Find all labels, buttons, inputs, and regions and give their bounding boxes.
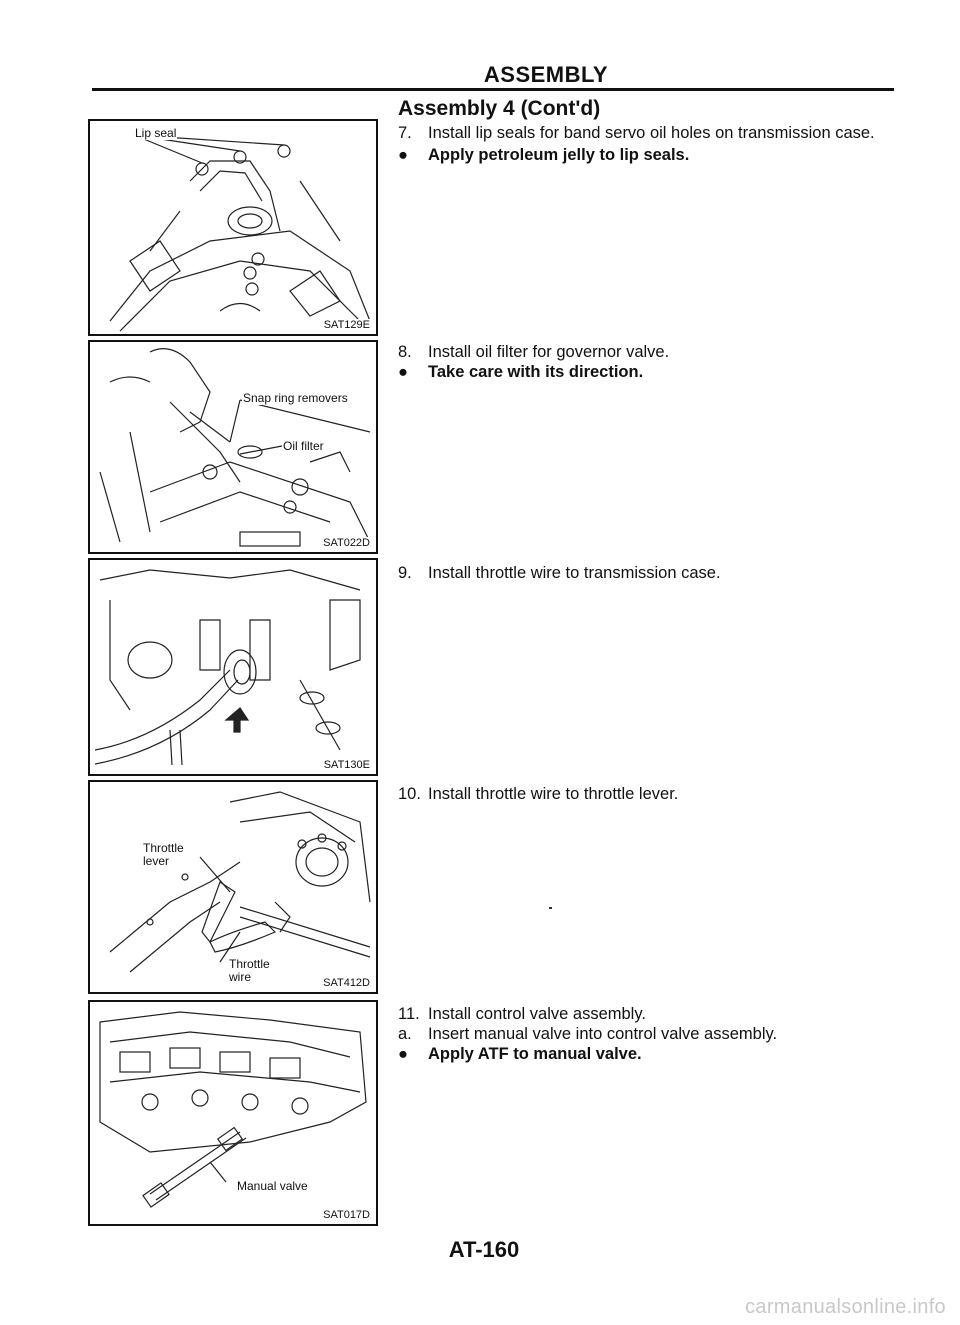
watermark: carmanualsonline.info bbox=[745, 1296, 946, 1318]
step-7 bbox=[398, 123, 918, 165]
page-number: AT-160 bbox=[448, 1237, 520, 1262]
step-10 bbox=[398, 784, 918, 804]
step-note: Apply ATF to manual valve. bbox=[428, 1045, 642, 1063]
figure-throttle-wire-case bbox=[88, 558, 378, 776]
figure-throttle-lever bbox=[88, 780, 378, 994]
step-number: 10. bbox=[398, 785, 421, 803]
step-text: Install control valve assembly. bbox=[428, 1005, 646, 1023]
step-text: Install throttle wire to transmission case. bbox=[428, 564, 721, 582]
bullet-icon: ● bbox=[398, 1045, 408, 1063]
step-9 bbox=[398, 563, 918, 583]
step-11 bbox=[398, 1004, 918, 1064]
throttle-wire-label: Throttle wire bbox=[228, 958, 274, 984]
step-text: Install throttle wire to throttle lever. bbox=[428, 785, 679, 803]
step-note: Apply petroleum jelly to lip seals. bbox=[428, 146, 690, 164]
step-text: Install lip seals for band servo oil holes on transmission case. bbox=[428, 124, 875, 142]
figure-code: SAT129E bbox=[323, 319, 370, 331]
figure-oil-filter bbox=[88, 340, 378, 554]
bullet-icon: ● bbox=[398, 363, 408, 381]
step-number: 7. bbox=[398, 124, 412, 142]
manual-valve-label: Manual valve bbox=[237, 1179, 308, 1193]
sub-step-text: Insert manual valve into control valve assembly. bbox=[428, 1025, 778, 1043]
step-number: 11. bbox=[398, 1005, 420, 1023]
oil-filter-drawing bbox=[90, 342, 376, 552]
snap-ring-removers-label: Snap ring removers bbox=[243, 391, 348, 405]
throttle-wire-case-drawing bbox=[90, 560, 376, 774]
bullet-icon: ● bbox=[398, 146, 408, 164]
lip-seal-label: Lip seal bbox=[135, 126, 177, 140]
figure-code: SAT022D bbox=[323, 537, 370, 549]
figure-manual-valve bbox=[88, 1000, 378, 1226]
lip-seal-drawing bbox=[90, 121, 376, 334]
oil-filter-label: Oil filter bbox=[283, 439, 324, 453]
step-note: Take care with its direction. bbox=[428, 363, 644, 381]
stray-mark bbox=[549, 907, 552, 909]
figure-code: SAT412D bbox=[323, 977, 370, 989]
throttle-lever-label: Throttle lever bbox=[142, 842, 190, 868]
section-title: ASSEMBLY bbox=[483, 62, 609, 87]
figure-code: SAT130E bbox=[323, 759, 370, 771]
page-subtitle: Assembly 4 (Cont'd) bbox=[398, 97, 601, 120]
figure-code: SAT017D bbox=[323, 1209, 370, 1221]
manual-valve-drawing bbox=[90, 1002, 376, 1224]
header-rule bbox=[92, 88, 894, 91]
step-number: 8. bbox=[398, 343, 412, 361]
step-number: 9. bbox=[398, 564, 412, 582]
sub-step-letter: a. bbox=[398, 1025, 412, 1043]
figure-lip-seal bbox=[88, 119, 378, 336]
step-8 bbox=[398, 342, 918, 382]
step-text: Install oil filter for governor valve. bbox=[428, 343, 670, 361]
